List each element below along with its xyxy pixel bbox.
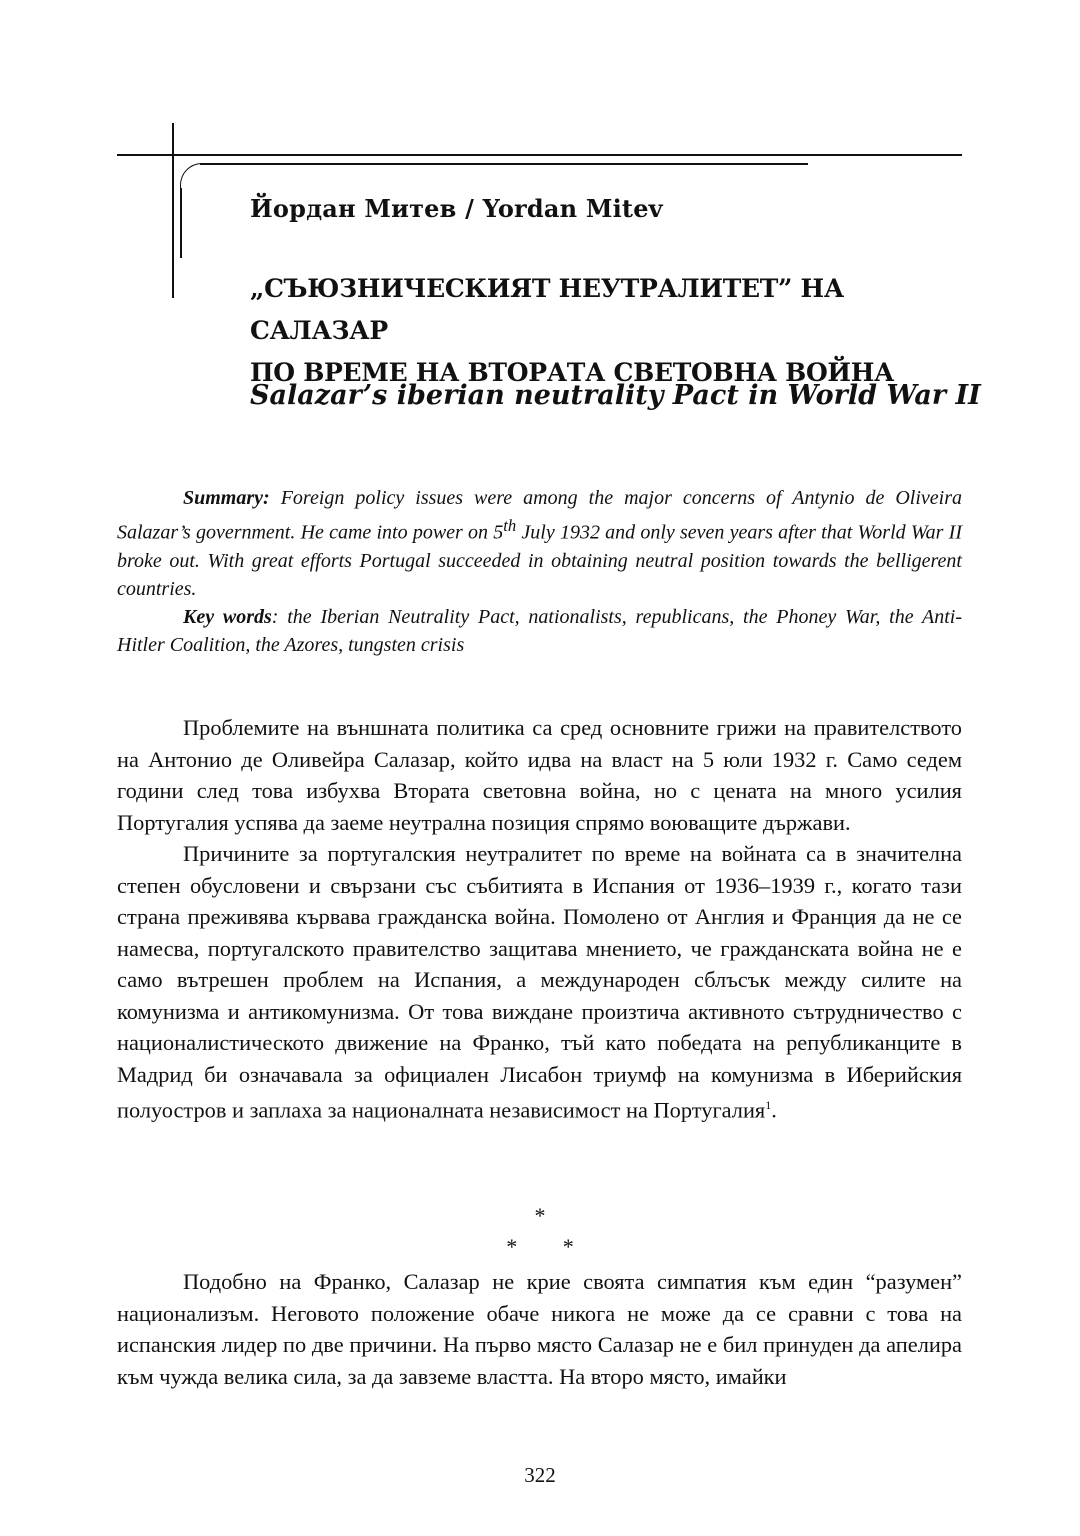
header-rule-vertical xyxy=(172,123,174,298)
keywords-text: : the Iberian Neutrality Pact, nationalists, republicans, the Phoney War, the Anti-Hitler Coalition, the Azores, tungsten crisis xyxy=(117,605,962,656)
summary-superscript: th xyxy=(503,516,517,535)
article-subtitle-english: Salazar’s iberian neutrality Pact in World War II xyxy=(250,380,981,411)
keywords-label: Key words xyxy=(183,605,272,628)
body-paragraph-1: Проблемите на външната политика са сред основните грижи на правителството на Антонио де Оливейра Салазар, който идва на власт на 5 юли 1932 г. Само седем години след това избухва Втората световна война, но с цената на много усилия Португалия успява да заеме неутрална позиция спрямо воюващите държави. xyxy=(117,715,962,835)
article-title-line-2: ПО ВРЕМЕ НА ВТОРАТА СВЕТОВНА ВОЙНА xyxy=(250,358,895,387)
body-text-continued xyxy=(117,1266,962,1392)
abstract xyxy=(117,484,962,659)
article-title-line-1: „СЪЮЗНИЧЕСКИЯТ НЕУТРАЛИТЕТ” НА САЛАЗАР xyxy=(250,274,844,345)
author-name: Йордан Митев / Yordan Mitev xyxy=(250,194,663,223)
summary-text-a: Foreign policy issues were among the major concerns of Antynio de Oliveira Salazar’s government. He came into power on 5 xyxy=(117,487,962,544)
section-separator-top: * xyxy=(534,1203,546,1228)
header-rule-horizontal xyxy=(117,154,962,156)
body-text xyxy=(117,712,962,1126)
summary-paragraph xyxy=(117,484,962,603)
summary-text-b: July 1932 and only seven years after that World War II broke out. With great efforts Portugal succeeded in obtaining neutral position towards the belligerent countries. xyxy=(117,521,962,600)
summary-label: Summary: xyxy=(183,487,270,509)
header-inner-rule xyxy=(200,163,808,165)
page-number: 322 xyxy=(524,1463,556,1487)
footnote-reference[interactable]: 1 xyxy=(765,1098,772,1112)
body-paragraph-2 xyxy=(117,838,962,1126)
body-paragraph-3: Подобно на Франко, Салазар не крие своята симпатия към един “разумен” национализъм. Неговото положение обаче никога не може да се сравни с това на испанския лидер по две причини. На първо място Салазар не е бил принуден да апелира към чужда велика сила, за да завземе властта. На второ място, имайки xyxy=(117,1269,962,1389)
section-separator-bottom: * * xyxy=(506,1234,574,1259)
article-title xyxy=(250,268,980,394)
header-inner-vertical-rule xyxy=(180,188,182,258)
body-paragraph-2-text: Причините за португалския неутралитет по време на войната са в значителна степен обусловени и свързани със събитията в Испания от 1936–1939 г., когато тази страна преживява кървава гражданска война. Помолено от Англия и Франция да не се намесва, португалското правителство защитава мнението, че гражданската война не е само вътрешен проблем на Испания, а международен сблъсък между силите на комунизма и антикомунизма. От това виждане произтича активното сътрудничество с националистическото движение на Франко, тъй като победата на републиканците в Мадрид би означавала за официален Лисабон триумф на комунизма в Иберийския полуостров и заплаха за националната независимост на Португалия xyxy=(117,841,962,1123)
body-paragraph-2-end: . xyxy=(771,1097,777,1123)
header-corner-curve xyxy=(180,163,203,194)
keywords-paragraph xyxy=(117,603,962,659)
